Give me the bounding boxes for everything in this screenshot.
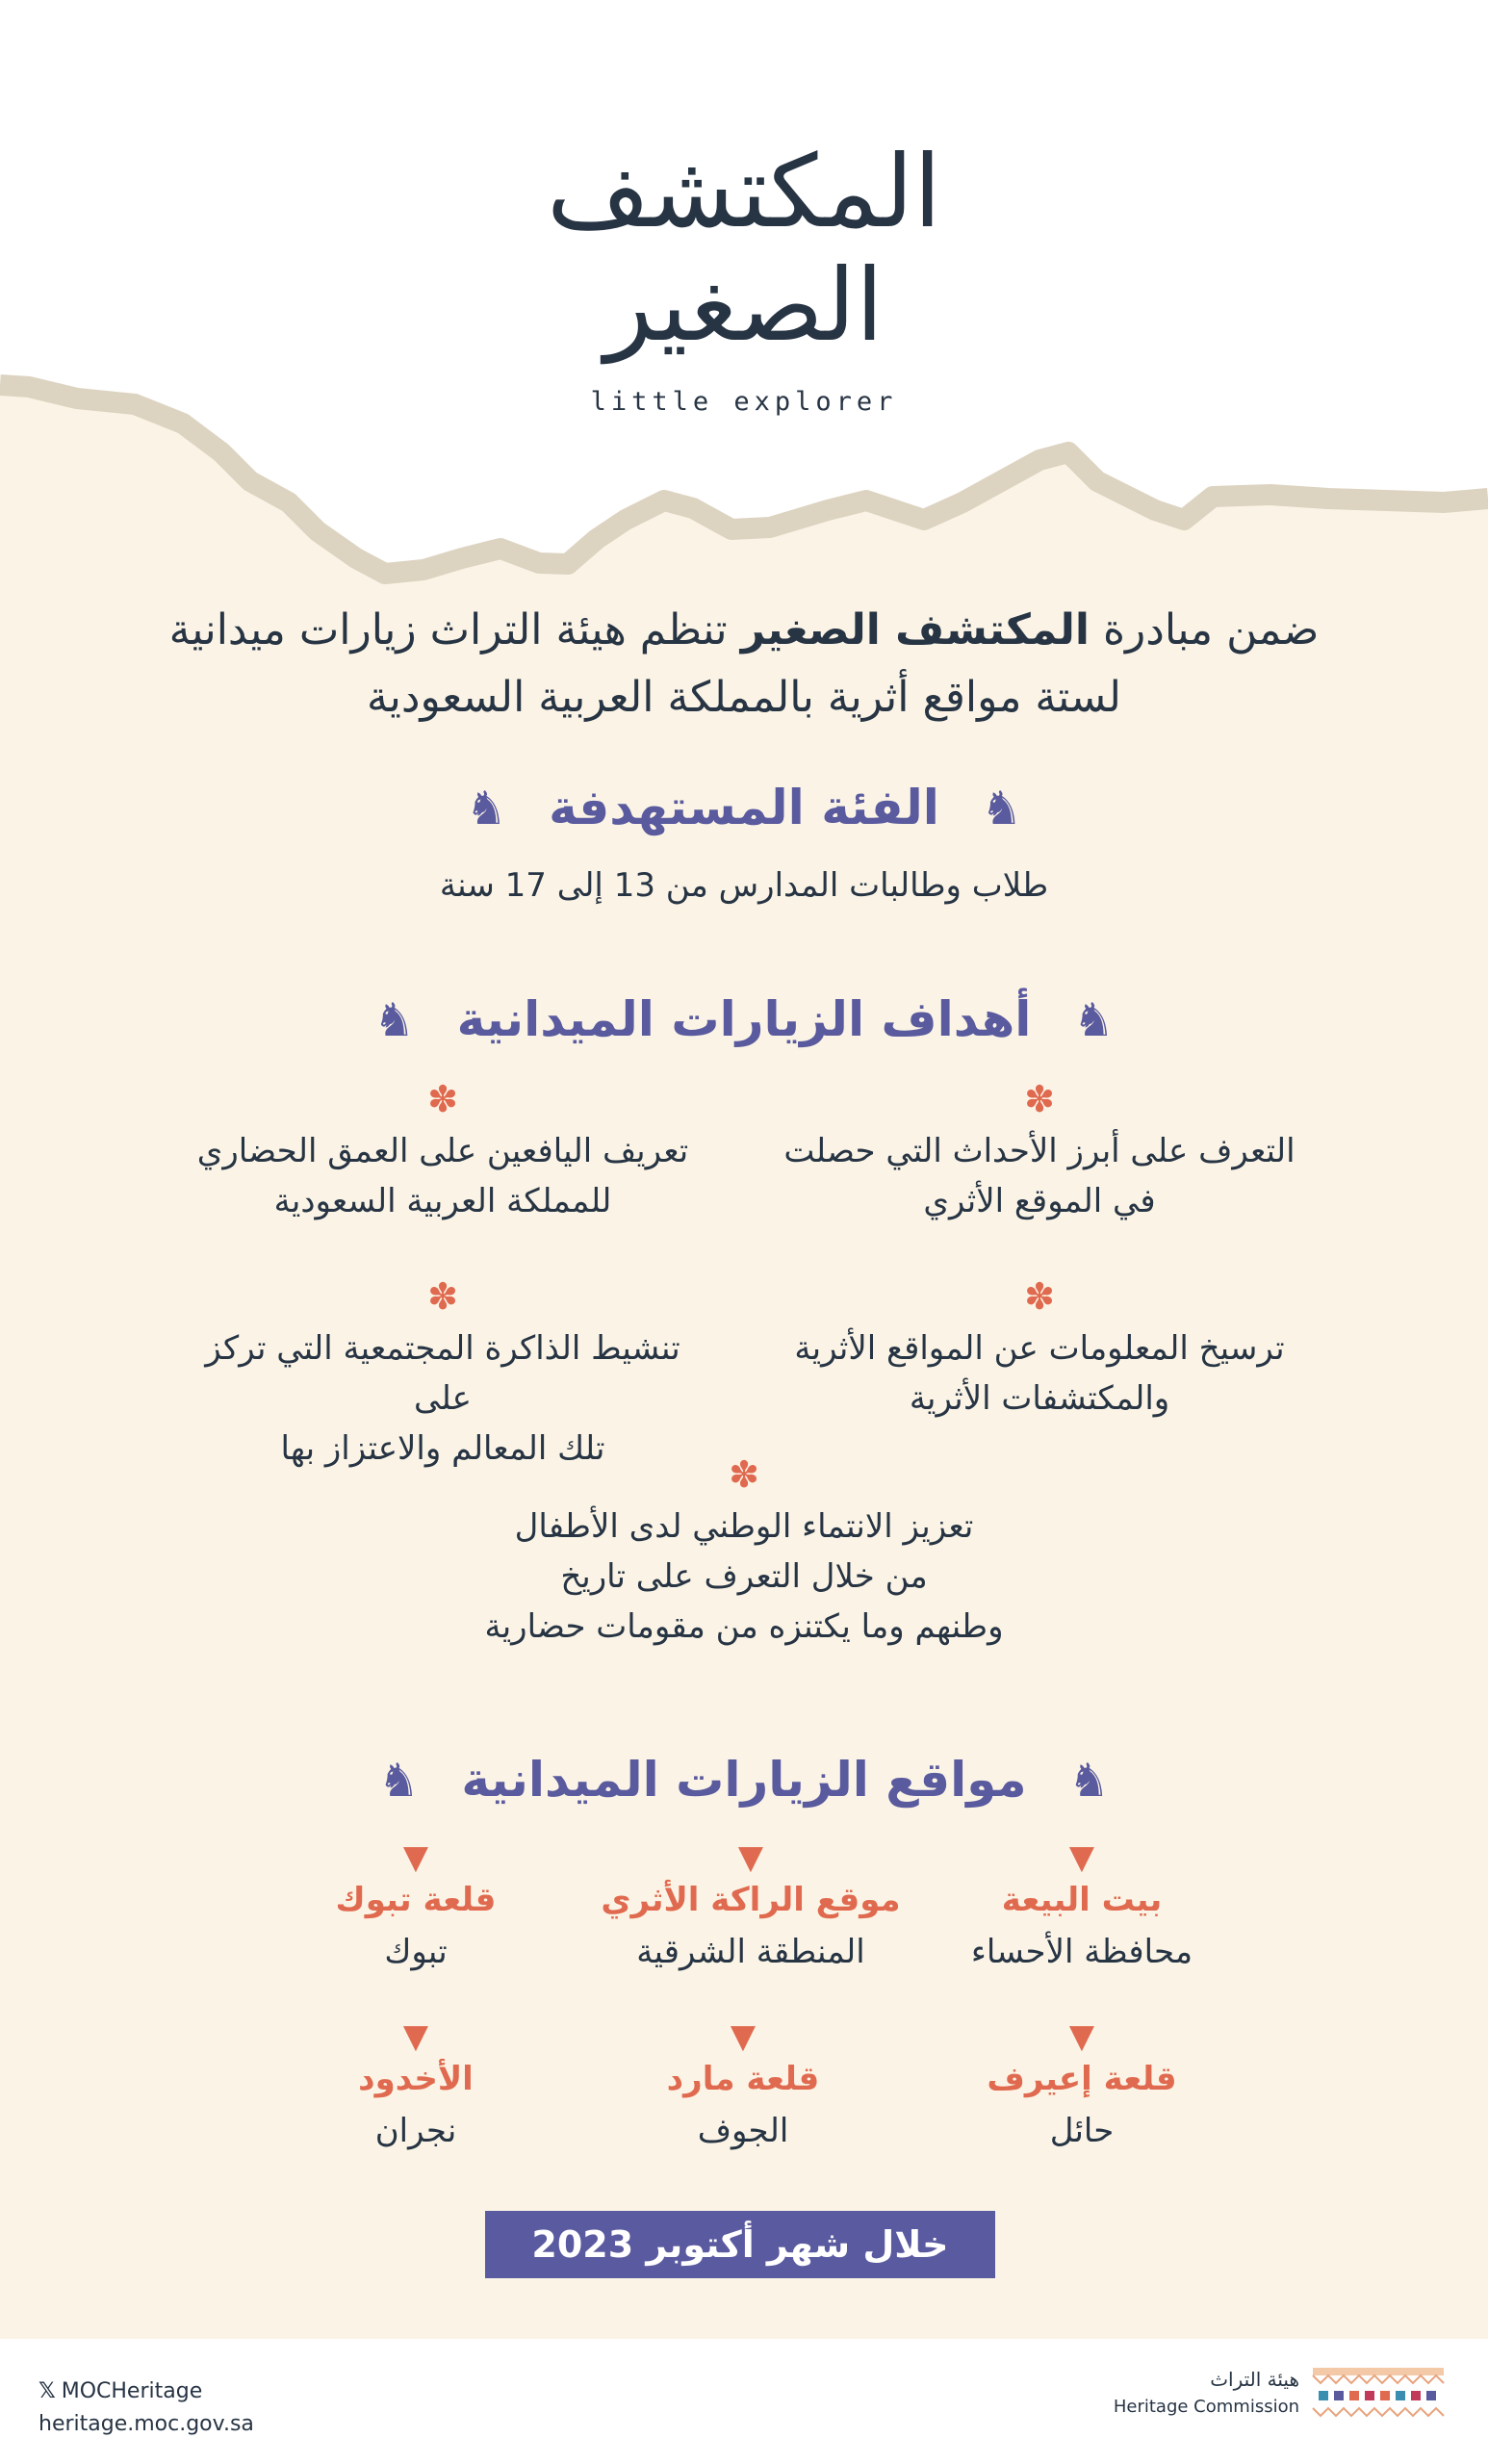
arrow-down-icon: ▼ [730,2017,757,2056]
sites-title: مواقع الزيارات الميدانية [461,1752,1027,1808]
site-item [587,1840,914,1979]
website-link[interactable]: heritage.moc.gov.sa [38,2412,254,2436]
heritage-commission-logo [1105,2362,1451,2429]
site-region: المنطقة الشرقية [636,1933,865,1971]
site-item [918,1840,1245,1979]
goal-line: التعرف على أبرز الأحداث التي حصلت [783,1132,1296,1170]
site-region: نجران [374,2112,457,2150]
goals-section-title [0,991,1488,1047]
sites-section-title [0,1752,1488,1808]
logo-title-line1: المكتشف [547,133,941,250]
social-handle-row[interactable] [38,2375,254,2408]
org-name-arabic: هيئة التراث [1210,2368,1299,2391]
heritage-pattern-icon [1311,2366,1446,2424]
camel-icon: ♞ [373,993,416,1047]
goal-item [173,1275,712,1474]
goal-line: تعزيز الانتماء الوطني لدى الأطفال [514,1507,974,1546]
x-logo-icon: 𝕏 [38,2379,56,2403]
site-region: الجوف [697,2112,789,2150]
logo-title-line2: الصغير [604,246,884,364]
arrow-down-icon: ▼ [402,1838,429,1877]
intro-initiative-name: المكتشف الصغير [740,605,1090,654]
camel-icon: ♞ [981,782,1023,835]
arrow-down-icon: ▼ [1068,2017,1095,2056]
site-region: محافظة الأحساء [970,1933,1193,1971]
goal-line: من خلال التعرف على تاريخ [560,1557,928,1596]
site-name: قلعة إعيرف [987,2060,1177,2098]
site-name: قلعة تبوك [335,1881,497,1919]
flower-icon: ✽ [1024,1275,1055,1318]
goal-item [770,1275,1309,1424]
intro-prefix: ضمن مبادرة [1102,605,1320,654]
goals-title: أهداف الزيارات الميدانية [456,991,1032,1047]
camel-icon: ♞ [465,782,507,835]
goal-item [455,1453,1033,1652]
camel-icon: ♞ [1068,1754,1111,1808]
social-handle: MOCHeritage [61,2379,203,2403]
flower-icon: ✽ [1024,1078,1055,1120]
arrow-down-icon: ▼ [1068,1838,1095,1877]
site-item [918,2019,1245,2158]
goal-line: تلك المعالم والاعتزاز بها [280,1429,605,1468]
org-name-english: Heritage Commission [1113,2397,1299,2417]
goal-line: تنشيط الذاكرة المجتمعية التي تركز على [205,1329,680,1418]
site-name: بيت البيعة [1001,1881,1163,1919]
goal-line: في الموقع الأثري [923,1182,1156,1220]
site-name: قلعة مارد [666,2060,820,2098]
intro-text [0,597,1488,732]
site-item [252,1840,579,1979]
intro-line2: لستة مواقع أثرية بالمملكة العربية السعودية [367,673,1121,722]
goal-line: ترسيخ المعلومات عن المواقع الأثرية [794,1329,1285,1368]
goal-item [770,1078,1309,1226]
site-region: حائل [1049,2112,1115,2150]
intro-suffix: تنظم هيئة التراث زيارات ميدانية [168,605,728,654]
goal-line: للمملكة العربية السعودية [273,1182,612,1220]
goal-item [173,1078,712,1226]
goal-line: تعريف اليافعين على العمق الحضاري [196,1132,689,1170]
site-item [579,2019,907,2158]
target-description: طلاب وطالبات المدارس من 13 إلى 17 سنة [439,866,1049,905]
flower-icon: ✽ [729,1453,759,1496]
goal-line: والمكتشفات الأثرية [909,1379,1170,1418]
flower-icon: ✽ [427,1275,458,1318]
camel-icon: ♞ [1072,993,1115,1047]
date-banner: خلال شهر أكتوبر 2023 [485,2211,995,2278]
logo-subtitle: little explorer [590,387,898,417]
goal-line: وطنهم وما يكتنزه من مقومات حضارية [484,1607,1004,1646]
arrow-down-icon: ▼ [402,2017,429,2056]
target-section-title [0,780,1488,835]
flower-icon: ✽ [427,1078,458,1120]
intro-line1 [0,597,1488,664]
logo [0,135,1488,417]
camel-icon: ♞ [377,1754,420,1808]
footer-social [38,2375,254,2441]
site-region: تبوك [384,1933,448,1971]
arrow-down-icon: ▼ [737,1838,764,1877]
site-name: موقع الراكة الأثري [601,1881,901,1919]
target-title: الفئة المستهدفة [549,780,939,835]
site-item [252,2019,579,2158]
site-name: الأخدود [358,2060,474,2098]
